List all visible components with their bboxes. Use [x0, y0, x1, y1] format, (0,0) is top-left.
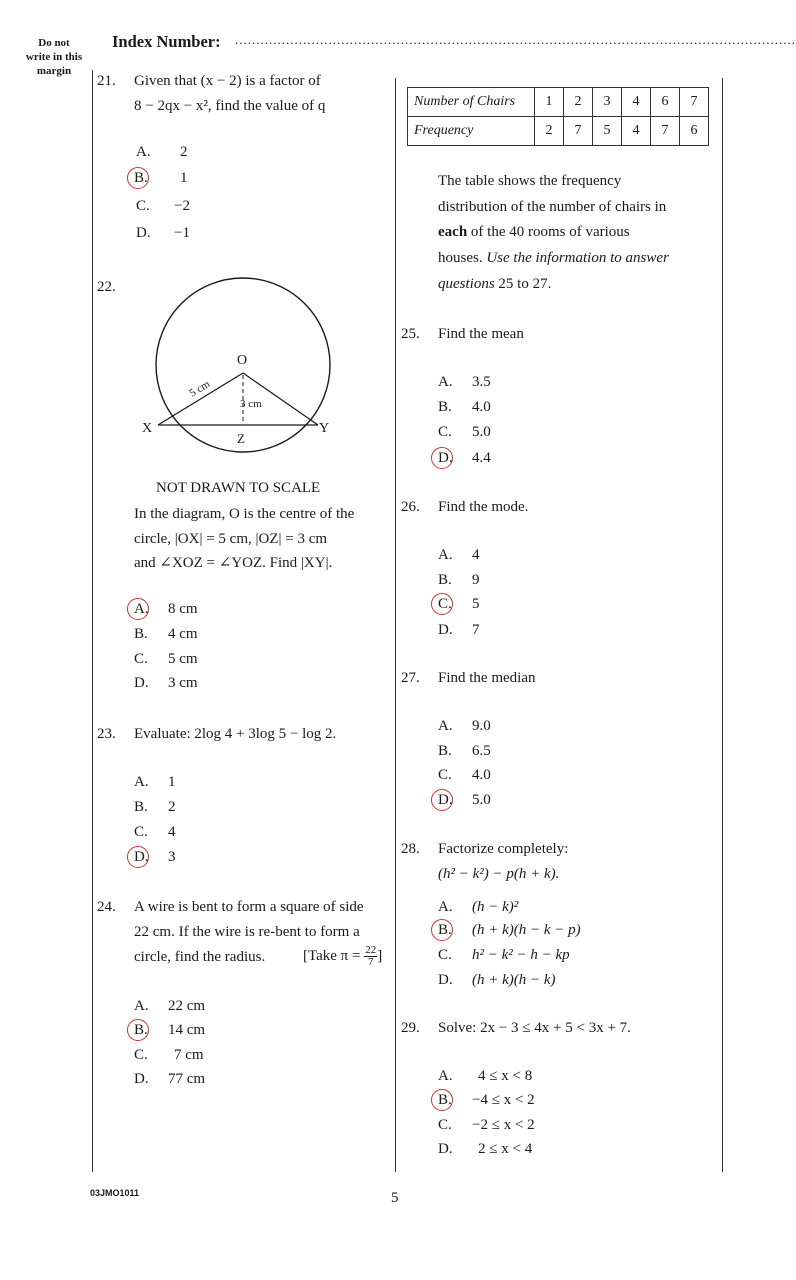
column-divider: [395, 78, 396, 1172]
q28-number: 28.: [401, 841, 420, 857]
q24-text: 22 cm. If the wire is re-bent to form a: [134, 924, 360, 940]
q24-option-d-letter: D.: [134, 1071, 149, 1087]
q27-option-a-letter: A.: [438, 718, 453, 734]
q21-option-b[interactable]: 1: [180, 170, 188, 186]
intro-italic: questions: [438, 276, 495, 292]
paper-code: 03JMO1011: [90, 1188, 140, 1198]
q21-option-d-letter: D.: [136, 225, 151, 241]
q26-option-b-letter: B.: [438, 572, 452, 588]
q28-option-b-letter: B.: [438, 922, 452, 938]
q21-option-a[interactable]: 2: [180, 144, 188, 160]
q22-option-d[interactable]: 3 cm: [168, 675, 198, 691]
margin-rule: [92, 70, 93, 1172]
q23-option-d-letter: D.: [134, 849, 149, 865]
q22-number: 22.: [97, 279, 116, 295]
pi-fraction: [364, 945, 377, 968]
margin-note-line: margin: [36, 65, 72, 77]
q27-option-d-letter: D.: [438, 792, 453, 808]
table-cell: 1: [535, 88, 564, 117]
q22-option-a[interactable]: 8 cm: [168, 601, 198, 617]
q21-number: 21.: [97, 73, 116, 89]
q25-number: 25.: [401, 326, 420, 342]
q24-text: circle, find the radius.: [134, 949, 266, 965]
page-number: 5: [391, 1190, 399, 1206]
table-cell: 5: [593, 117, 622, 146]
q24-pi-hint: [303, 942, 382, 970]
q22-text: circle, |OX| = 5 cm, |OZ| = 3 cm: [134, 531, 328, 547]
q25-option-c-letter: C.: [438, 424, 452, 440]
q23-option-d[interactable]: 3: [168, 849, 176, 865]
q23-option-c[interactable]: 4: [168, 824, 176, 840]
label-3cm: 3 cm: [240, 398, 262, 410]
q22-option-b[interactable]: 4 cm: [168, 626, 198, 642]
table-cell: 4: [622, 117, 651, 146]
q29-option-c-letter: C.: [438, 1117, 452, 1133]
q25-option-a[interactable]: 3.5: [472, 374, 491, 390]
table-cell: 2: [564, 88, 593, 117]
q29-number: 29.: [401, 1020, 420, 1036]
q25-option-a-letter: A.: [438, 374, 453, 390]
q23-text: Evaluate: 2log 4 + 3log 5 − log 2.: [134, 726, 337, 742]
q27-option-b[interactable]: 6.5: [472, 743, 491, 759]
q26-option-d-letter: D.: [438, 622, 453, 638]
table-cell: 6: [651, 88, 680, 117]
intro-text: [438, 248, 669, 268]
row-header-chairs: Number of Chairs: [408, 88, 535, 117]
q23-number: 23.: [97, 726, 116, 742]
q26-option-c-letter: C.: [438, 596, 452, 612]
table-cell: 2: [535, 117, 564, 146]
q24-text: A wire is bent to form a square of side: [134, 899, 364, 915]
pi-hint-prefix: [Take π =: [303, 948, 361, 964]
q27-number: 27.: [401, 670, 420, 686]
q25-option-c[interactable]: 5.0: [472, 424, 491, 440]
q26-option-c[interactable]: 5: [472, 596, 480, 612]
table-cell: 7: [564, 117, 593, 146]
q29-option-b-letter: B.: [438, 1092, 452, 1108]
q24-option-d[interactable]: 77 cm: [168, 1071, 206, 1087]
q27-text: Find the median: [438, 670, 536, 686]
q28-option-d[interactable]: (h + k)(h − k): [472, 972, 556, 988]
q24-option-b[interactable]: 14 cm: [168, 1022, 206, 1038]
q26-option-b[interactable]: 9: [472, 572, 480, 588]
label-5cm: 5 cm: [187, 378, 213, 400]
q26-option-d[interactable]: 7: [472, 622, 480, 638]
pi-hint-suffix: ]: [377, 948, 383, 964]
q25-option-d[interactable]: 4.4: [472, 450, 491, 466]
label-x: X: [142, 421, 153, 436]
table-cell: 3: [593, 88, 622, 117]
margin-note-line: write in this: [25, 51, 83, 63]
q28-option-a-letter: A.: [438, 899, 453, 915]
margin-note-line: Do not: [38, 37, 70, 49]
q28-option-c-letter: C.: [438, 947, 452, 963]
q25-option-d-letter: D.: [438, 450, 453, 466]
q22-scale-note: NOT DRAWN TO SCALE: [156, 480, 321, 496]
index-number-field[interactable]: ....................................................................................................................................: [235, 32, 796, 47]
index-number-label: Index Number:: [112, 32, 221, 51]
q24-option-c-letter: C.: [134, 1047, 148, 1063]
q22-text: and ∠XOZ = ∠YOZ. Find |XY|.: [134, 555, 333, 571]
q23-option-b-letter: B.: [134, 799, 148, 815]
q27-option-c[interactable]: 4.0: [472, 767, 491, 783]
q26-option-a[interactable]: 4: [472, 547, 480, 563]
q24-option-a-letter: A.: [134, 998, 149, 1014]
intro-text-a: houses.: [438, 250, 487, 266]
intro-text: [438, 222, 630, 242]
intro-italic: Use the information to answer: [486, 250, 669, 266]
q25-option-b-letter: B.: [438, 399, 452, 415]
q22-option-a-letter: A.: [134, 601, 149, 617]
q28-option-d-letter: D.: [438, 972, 453, 988]
q29-option-c[interactable]: −2 ≤ x < 2: [472, 1117, 535, 1133]
q26-option-a-letter: A.: [438, 547, 453, 563]
q21-text: Given that (x − 2) is a factor of: [134, 73, 321, 89]
q27-option-b-letter: B.: [438, 743, 452, 759]
q24-option-b-letter: B.: [134, 1022, 148, 1038]
q23-option-a-letter: A.: [134, 774, 149, 790]
intro-text: [438, 274, 551, 294]
q29-option-a-letter: A.: [438, 1068, 453, 1084]
intro-text: The table shows the frequency: [438, 173, 622, 189]
pi-numerator: 22: [365, 944, 377, 957]
pi-denominator: 7: [367, 956, 374, 969]
q22-text: In the diagram, O is the centre of the: [134, 506, 355, 522]
table-cell: 7: [680, 88, 709, 117]
frequency-table: [407, 87, 709, 146]
q22-option-c-letter: C.: [134, 651, 148, 667]
q28-option-b[interactable]: (h + k)(h − k − p): [472, 922, 581, 938]
q26-text: Find the mode.: [438, 499, 529, 515]
q21-option-c[interactable]: −2: [174, 198, 190, 214]
q28-text: (h² − k²) − p(h + k).: [438, 866, 560, 882]
table-row: [408, 88, 709, 117]
q27-option-d[interactable]: 5.0: [472, 792, 491, 808]
q29-option-a[interactable]: 4 ≤ x < 8: [478, 1068, 533, 1084]
circle-diagram: [140, 265, 350, 465]
q29-option-d[interactable]: 2 ≤ x < 4: [478, 1141, 533, 1157]
table-cell: 4: [622, 88, 651, 117]
q28-option-c[interactable]: h² − k² − h − kp: [472, 947, 570, 963]
q28-text: Factorize completely:: [438, 841, 569, 857]
table-row: [408, 117, 709, 146]
table-cell: 6: [680, 117, 709, 146]
q21-text: 8 − 2qx − x², find the value of q: [134, 98, 326, 114]
table-cell: 7: [651, 117, 680, 146]
q24-option-c[interactable]: 7 cm: [174, 1047, 204, 1063]
q29-option-d-letter: D.: [438, 1141, 453, 1157]
right-rule: [722, 78, 723, 1172]
margin-note: [20, 36, 88, 78]
q27-option-a[interactable]: 9.0: [472, 718, 491, 734]
label-z: Z: [237, 431, 245, 446]
intro-text-rest: of the 40 rooms of various: [467, 224, 630, 240]
q24-number: 24.: [97, 899, 116, 915]
intro-text-b: 25 to 27.: [494, 276, 552, 292]
row-header-frequency: Frequency: [408, 117, 535, 146]
label-y: Y: [319, 421, 330, 436]
q29-text: Solve: 2x − 3 ≤ 4x + 5 < 3x + 7.: [438, 1020, 631, 1036]
q25-option-b[interactable]: 4.0: [472, 399, 491, 415]
q27-option-c-letter: C.: [438, 767, 452, 783]
q29-option-b[interactable]: −4 ≤ x < 2: [472, 1092, 535, 1108]
q21-option-c-letter: C.: [136, 198, 150, 214]
intro-emphasis: each: [438, 224, 468, 240]
q21-option-d[interactable]: −1: [174, 225, 190, 241]
q28-option-a[interactable]: (h − k)²: [472, 899, 519, 915]
q22-option-b-letter: B.: [134, 626, 148, 642]
q21-option-a-letter: A.: [136, 144, 151, 160]
label-o: O: [237, 353, 248, 368]
q23-option-b[interactable]: 2: [168, 799, 176, 815]
q24-option-a[interactable]: 22 cm: [168, 998, 206, 1014]
q26-number: 26.: [401, 499, 420, 515]
q23-option-a[interactable]: 1: [168, 774, 176, 790]
q21-option-b-letter: B.: [134, 170, 148, 186]
q22-option-c[interactable]: 5 cm: [168, 651, 198, 667]
q23-option-c-letter: C.: [134, 824, 148, 840]
q25-text: Find the mean: [438, 326, 524, 342]
intro-text: distribution of the number of chairs in: [438, 199, 667, 215]
q22-option-d-letter: D.: [134, 675, 149, 691]
